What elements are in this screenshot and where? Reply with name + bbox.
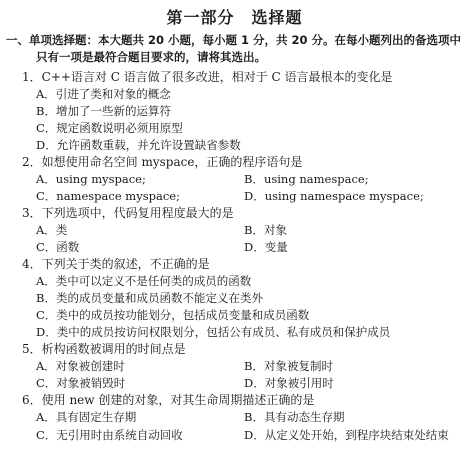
question-3-option-d: D．变量	[244, 240, 288, 254]
section-heading-line-2: 只有一项是最符合题目要求的，请将其选出。	[36, 50, 266, 64]
question-3-stem: 3．下列选项中，代码复用程度最大的是	[22, 206, 234, 220]
question-2-option-c: C．namespace myspace;	[36, 189, 180, 203]
question-6-option-a: A．具有固定生存期	[36, 410, 137, 424]
question-5-option-b: B．对象被复制时	[244, 359, 333, 373]
question-6-option-d: D．从定义处开始，到程序块结束处结束	[244, 428, 449, 442]
question-1-option-b: B．增加了一些新的运算符	[36, 104, 171, 118]
question-5-option-c: C．对象被销毁时	[36, 376, 126, 390]
question-4-option-b: B．类的成员变量和成员函数不能定义在类外	[36, 291, 263, 305]
page-title: 第一部分 选择题	[166, 8, 303, 27]
question-6-option-b: B．具有动态生存期	[244, 410, 345, 424]
question-5-option-d: D．对象被引用时	[244, 376, 334, 390]
question-4-option-c: C．类中的成员按功能划分，包括成员变量和成员函数	[36, 308, 310, 322]
question-5-option-a: A．对象被创建时	[36, 359, 125, 373]
question-4-option-a: A．类中可以定义不是任何类的成员的函数	[36, 274, 252, 288]
question-2-option-a: A．using myspace;	[36, 172, 146, 186]
question-5-stem: 5．析构函数被调用的时间点是	[22, 342, 186, 356]
question-6-option-c: C．无引用时由系统自动回收	[36, 428, 183, 442]
question-1-option-c: C．规定函数说明必须用原型	[36, 121, 183, 135]
question-2-stem: 2．如想使用命名空间 myspace，正确的程序语句是	[22, 155, 303, 169]
section-heading-line-1: 一、单项选择题：本大题共 20 小题，每小题 1 分，共 20 分。在每小题列出的备选项中	[6, 33, 462, 47]
question-4-option-d: D．类中的成员按访问权限划分，包括公有成员、私有成员和保护成员	[36, 325, 391, 339]
question-2-option-d: D．using namespace myspace;	[244, 189, 424, 203]
question-1-stem: 1．C++语言对 C 语言做了很多改进，相对于 C 语言最根本的变化是	[22, 70, 393, 84]
question-1-option-d: D．允许函数重载，并允许设置缺省参数	[36, 138, 241, 152]
question-6-stem: 6．使用 new 创建的对象，对其生命周期描述正确的是	[22, 393, 315, 407]
question-2-option-b: B．using namespace;	[244, 172, 369, 186]
question-3-option-a: A．类	[36, 223, 68, 237]
question-1-option-a: A．引进了类和对象的概念	[36, 87, 171, 101]
question-3-option-c: C．函数	[36, 240, 80, 254]
question-4-stem: 4．下列关于类的叙述，不正确的是	[22, 257, 210, 271]
question-3-option-b: B．对象	[244, 223, 287, 237]
